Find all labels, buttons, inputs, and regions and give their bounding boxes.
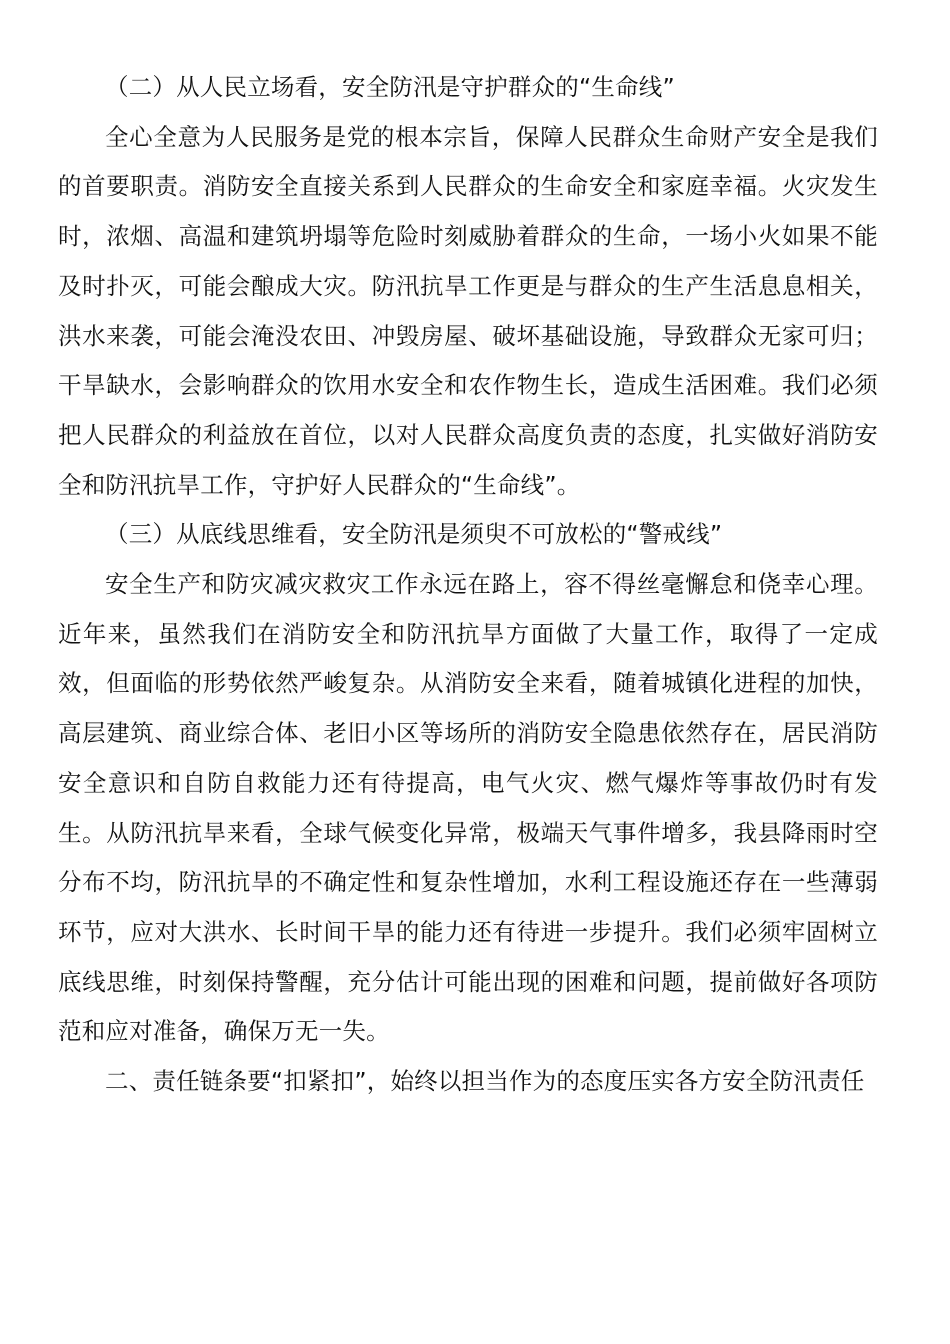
chapter-heading-responsibility: 二、责任链条要“扣紧扣”，始终以担当作为的态度压实各方安全防汛责任 xyxy=(105,1067,865,1096)
section-heading-3: （三）从底线思维看，安全防汛是须臾不可放松的“警戒线” xyxy=(105,520,723,549)
document-page xyxy=(58,63,878,1107)
body-paragraph-people: 全心全意为人民服务是党的根本宗旨，保障人民群众生命财产安全是我们的首要职责。消防安全直接关系到人民群众的生命安全和家庭幸福。火灾发生时，浓烟、高温和建筑坍塌等危险时刻威胁着群众的生命，一场小火如果不能及时扑灭，可能会酿成大灾。防汛抗旱工作更是与群众的生产生活息息相关，洪水来袭，可能会淹没农田、冲毁房屋、破坏基础设施，导致群众无家可归；干旱缺水，会影响群众的饮用水安全和农作物生长，造成生活困难。我们必须把人民群众的利益放在首位，以对人民群众高度负责的态度，扎实做好消防安全和防汛抗旱工作，守护好人民群众的“生命线”。 xyxy=(58,122,878,499)
body-paragraph-bottom-line: 安全生产和防灾减灾救灾工作永远在路上，容不得丝毫懈怠和侥幸心理。近年来，虽然我们在消防安全和防汛抗旱方面做了大量工作，取得了一定成效，但面临的形势依然严峻复杂。从消防安全来看，随着城镇化进程的加快，高层建筑、商业综合体、老旧小区等场所的消防安全隐患依然存在，居民消防安全意识和自防自救能力还有待提高，电气火灾、燃气爆炸等事故仍时有发生。从防汛抗旱来看，全球气候变化异常，极端天气事件增多，我县降雨时空分布不均，防汛抗旱的不确定性和复杂性增加，水利工程设施还存在一些薄弱环节，应对大洪水、长时间干旱的能力还有待进一步提升。我们必须牢固树立底线思维，时刻保持警醒，充分估计可能出现的困难和问题，提前做好各项防范和应对准备，确保万无一失。 xyxy=(58,570,878,1046)
section-heading-2: （二）从人民立场看，安全防汛是守护群众的“生命线” xyxy=(105,73,675,101)
